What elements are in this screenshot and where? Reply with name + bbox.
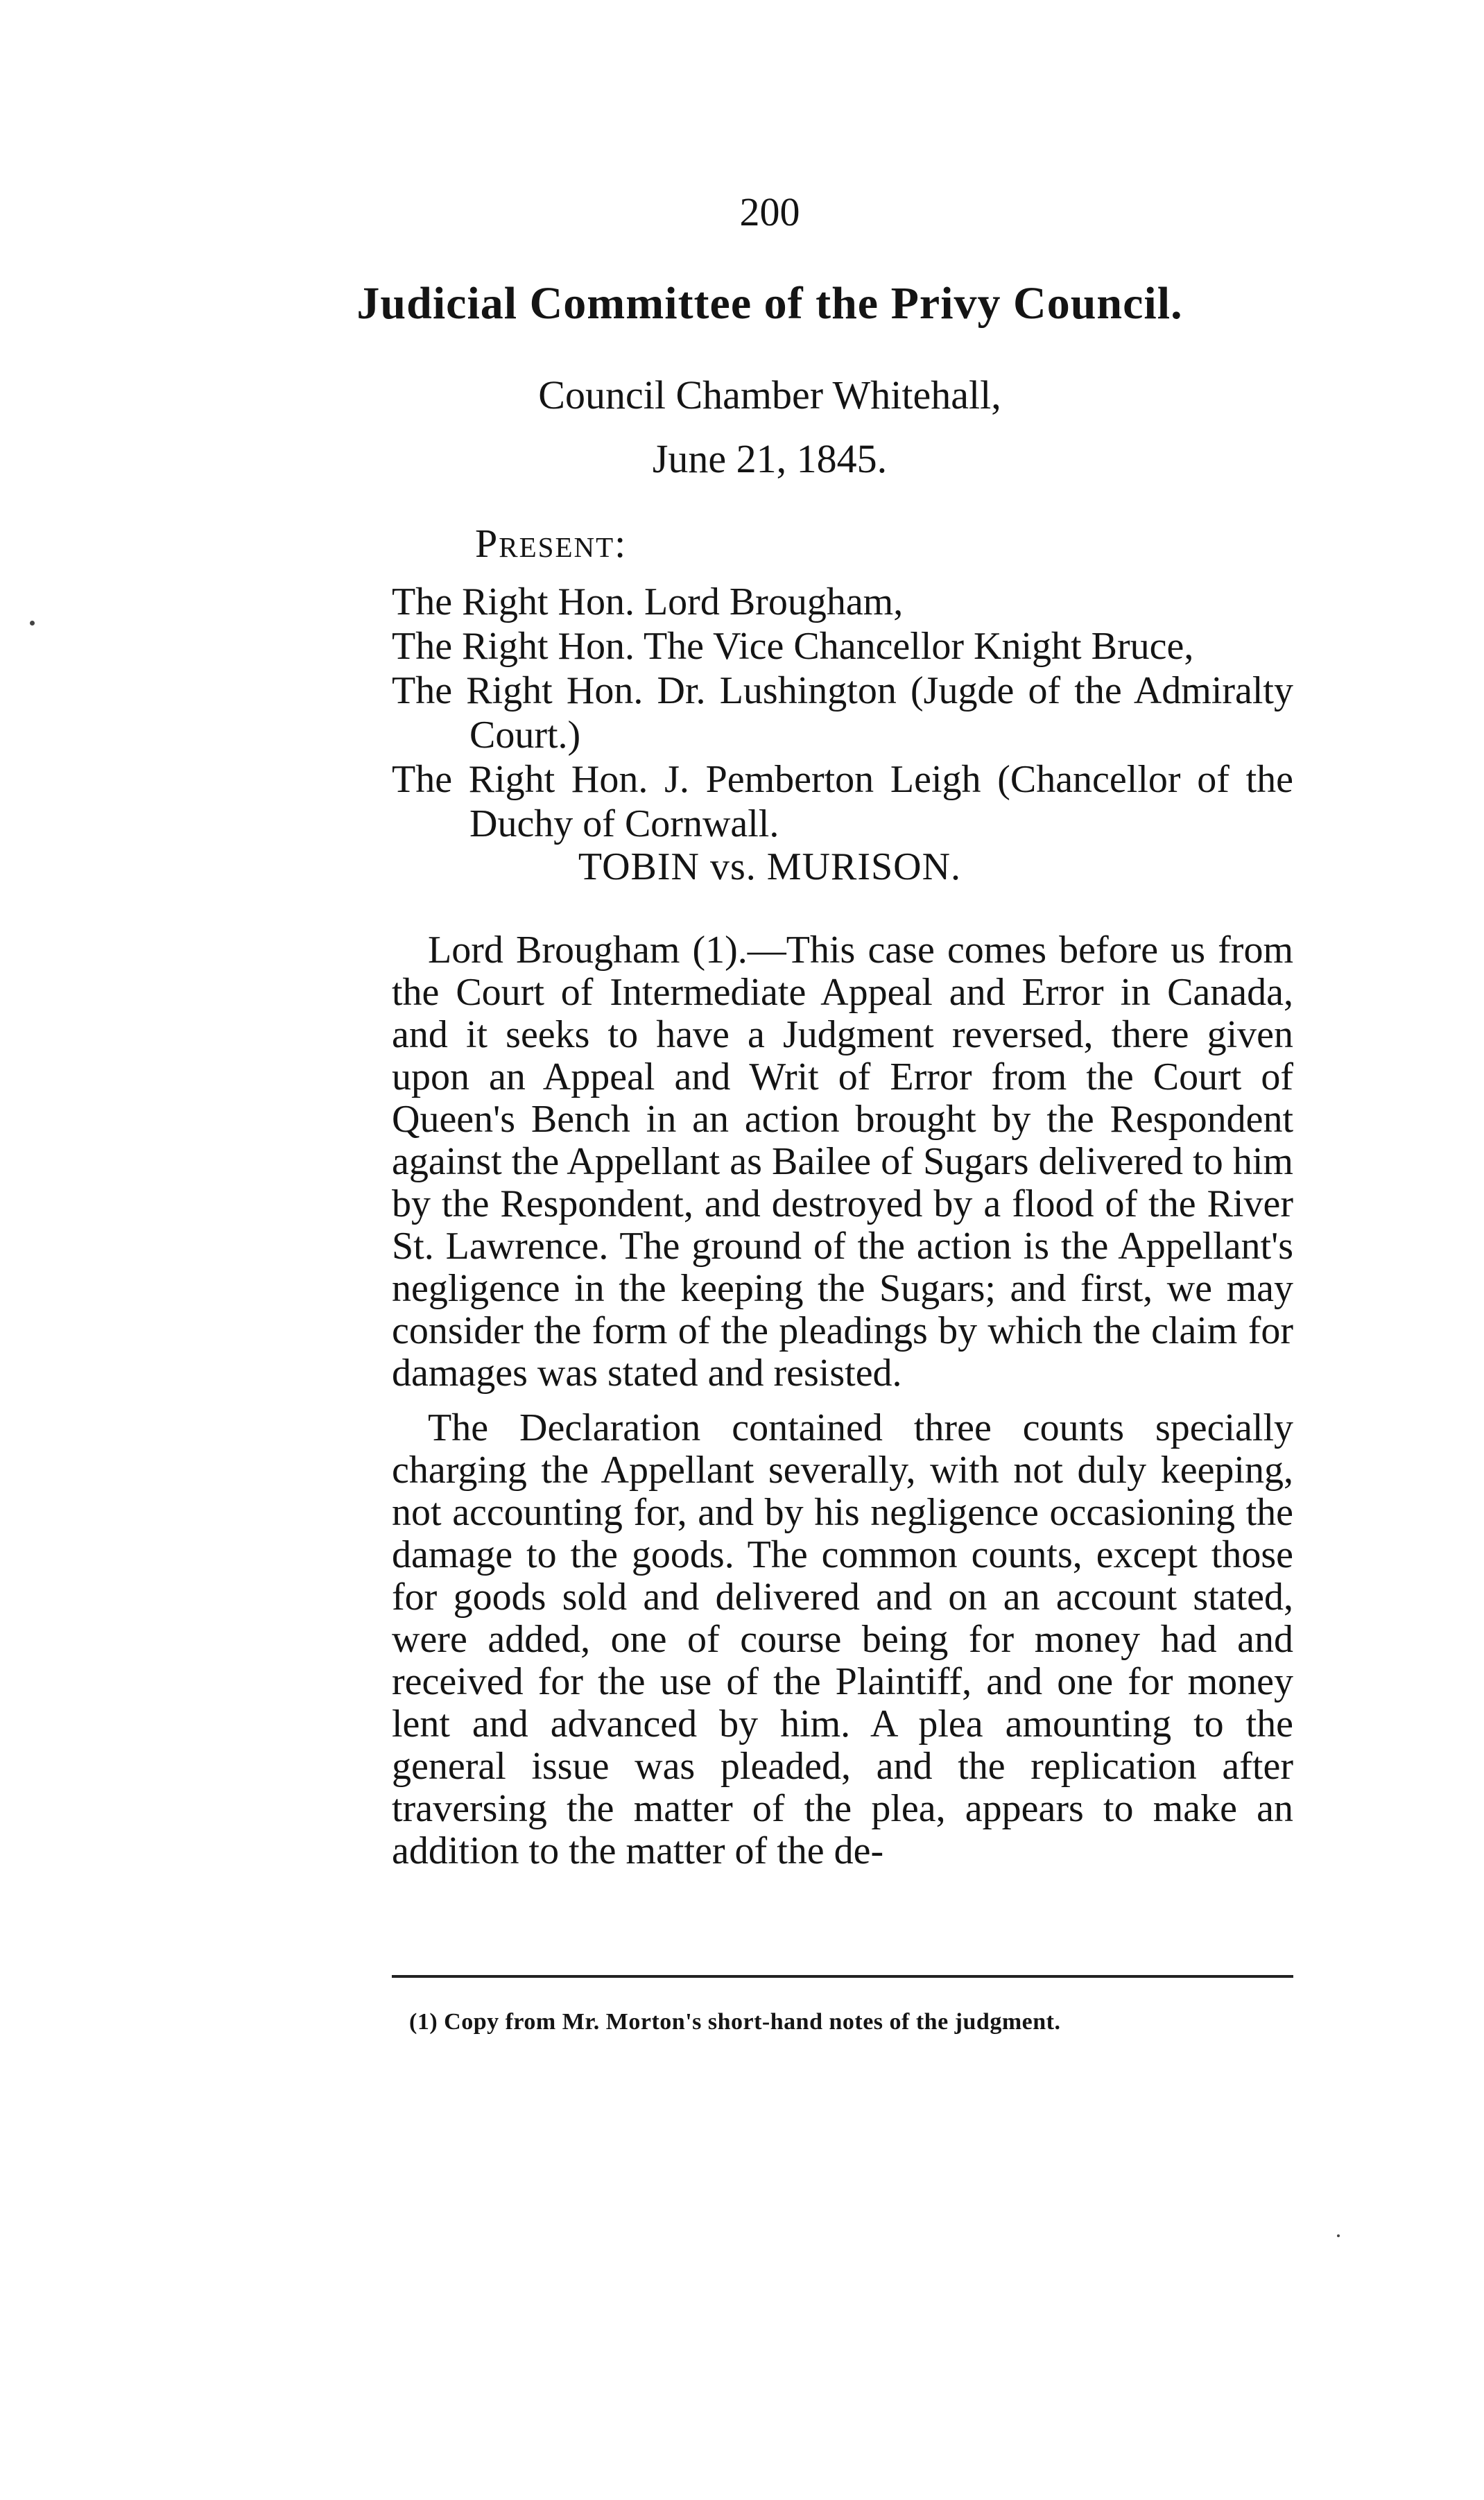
page-number: 200 bbox=[739, 189, 800, 234]
present-label: Present: bbox=[475, 521, 628, 566]
margin-speck bbox=[30, 621, 35, 626]
case-title: TOBIN vs. MURISON. bbox=[578, 845, 962, 888]
member-entry: The Right Hon. The Vice Chancellor Knight Bruce, bbox=[392, 625, 1194, 668]
footnote: (1) Copy from Mr. Morton's short-hand notes of the judgment. bbox=[409, 2009, 1061, 2035]
paragraph: The Declaration contained three counts specially charging the Appellant severally, with not duly keeping, not accounting for, and by his negligence occasioning the damage to the goods. The common counts, except those for goods sold and delivered and on an account stated, were added, one of course being for money had and received for the use of the Plaintiff, and one for money lent and advanced by him. A plea amounting to the general issue was pleaded, and the replication after traversing the matter of the plea, appears to make an addition to the matter of the de- bbox=[392, 1406, 1293, 1872]
footnote-divider bbox=[392, 1975, 1293, 1978]
paragraph: Lord Brougham (1).—This case comes before us from the Court of Intermediate Appeal and Error in Canada, and it seeks to have a Judgment reversed, there given upon an Appeal and Writ of Error from the Court of Queen's Bench in an action brought by the Respondent against the Appellant as Bailee of Sugars delivered to him by the Respondent, and destroyed by a flood of the River St. Lawrence. The ground of the action is the Appellant's negligence in the keeping the Sugars; and first, we may consider the form of the pleadings by which the claim for damages was stated and resisted. bbox=[392, 929, 1293, 1395]
members-list bbox=[392, 580, 1293, 846]
date-line: June 21, 1845. bbox=[652, 436, 888, 481]
margin-speck bbox=[1337, 2234, 1340, 2237]
place-and-date bbox=[0, 363, 1484, 491]
member-entry: The Right Hon. Lord Brougham, bbox=[392, 580, 904, 623]
member-entry: The Right Hon. Dr. Lushington (Jugde of the Admiralty Court.) bbox=[392, 669, 1293, 757]
judgment-text bbox=[392, 929, 1293, 1885]
member-entry: The Right Hon. J. Pemberton Leigh (Chancellor of the Duchy of Cornwall. bbox=[392, 758, 1293, 845]
page-heading: Judicial Committee of the Privy Council. bbox=[356, 278, 1183, 329]
place-line: Council Chamber Whitehall, bbox=[538, 372, 1001, 417]
